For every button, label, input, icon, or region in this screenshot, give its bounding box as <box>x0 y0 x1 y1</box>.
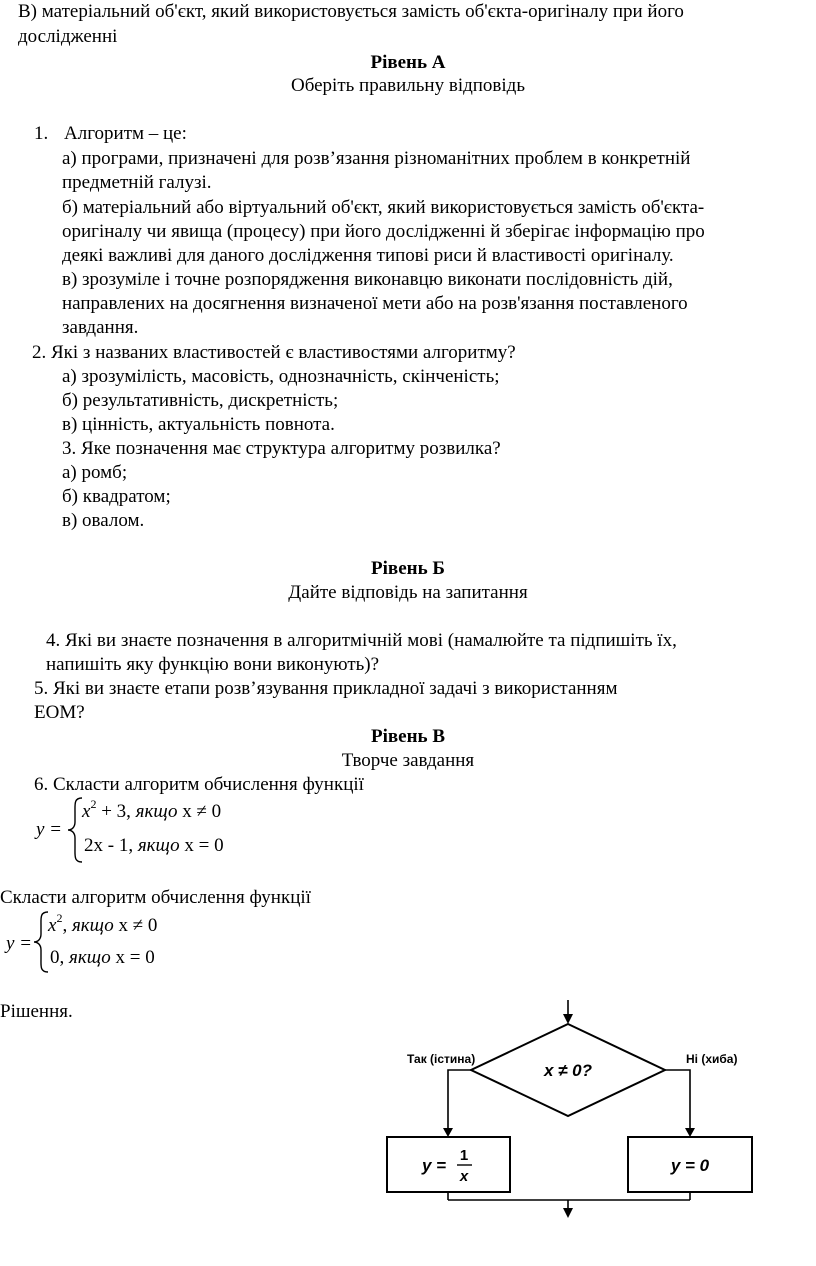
q3-option-b: б) квадратом; <box>62 486 171 507</box>
no-box-text: y = 0 <box>670 1156 710 1175</box>
input-arrowhead <box>563 1014 573 1024</box>
q2-option-a: а) зрозумілість, масовість, однозначність, скінченість; <box>62 366 500 387</box>
formula-2-case-1: $x^2$, якщо x ≠ 0 <box>48 911 158 936</box>
q1-option-c-line-1: в) зрозуміле і точне розпорядження виконавцю виконати послідовність дій, <box>62 269 673 290</box>
q1-option-b-line-1: б) матеріальний або віртуальний об'єкт, який використовується замість об'єкта- <box>62 197 705 218</box>
q1-option-b-line-3: деякі важливі для даного дослідження типові риси й властивості оригіналу. <box>62 245 674 266</box>
yes-box-denominator: x <box>459 1168 469 1185</box>
formula-1-case-2: 2x - 1, якщо x = 0 <box>84 835 224 856</box>
no-label: Ні (хиба) <box>686 1052 738 1066</box>
q1-option-a-line-2: предметній галузі. <box>62 172 212 193</box>
level-v-subtitle: Творче завдання <box>341 750 475 771</box>
q4-line-1: 4. Які ви знаєте позначення в алгоритмічній мові (намалюйте та підпишіть їх, <box>46 630 677 651</box>
level-b-title: Рівень Б <box>371 558 445 579</box>
solution-label: Рішення. <box>0 1001 73 1022</box>
level-b-subtitle: Дайте відповідь на запитання <box>288 582 528 603</box>
q4-line-2: напишіть яку функцію вони виконують)? <box>46 654 380 675</box>
q3-option-a: а) ромб; <box>62 462 128 483</box>
q1-option-c-line-3: завдання. <box>62 317 139 338</box>
q5-line-1: 5. Які ви знаєте етапи розв’язування прикладної задачі з використанням <box>34 678 618 699</box>
q2-option-b: б) результативність, дискретність; <box>62 390 339 411</box>
example-heading: Скласти алгоритм обчислення функції <box>0 887 311 908</box>
yes-box-lhs: y = <box>422 1156 447 1175</box>
q2-text: 2. Які з названих властивостей є властивостями алгоритму? <box>32 342 516 363</box>
q5-line-2: ЕОМ? <box>34 702 85 723</box>
intro-line-1: В) матеріальний об'єкт, який використовується замість об'єкта-оригіналу при його <box>18 1 684 22</box>
q2-option-c: в) цінність, актуальність повнота. <box>62 414 335 435</box>
level-v-title: Рівень В <box>371 726 445 747</box>
output-arrowhead <box>563 1208 573 1218</box>
formula-2-lhs: y = <box>6 933 33 954</box>
formula-2-case-2: 0, якщо x = 0 <box>50 947 155 968</box>
yes-arrowhead <box>443 1128 453 1137</box>
level-a-title: Рівень А <box>370 52 446 73</box>
q1-text: Алгоритм – це: <box>64 123 187 144</box>
no-branch-line <box>665 1070 690 1134</box>
intro-line-2: дослідженні <box>18 26 118 47</box>
yes-label: Так (істина) <box>407 1052 476 1066</box>
q6-text: 6. Скласти алгоритм обчислення функції <box>34 774 364 795</box>
q3-option-c: в) овалом. <box>62 510 145 531</box>
yes-box-numerator: 1 <box>459 1147 469 1164</box>
formula-1-case-1: $x^2 + 3$, якщо x ≠ 0 <box>82 797 222 822</box>
decision-condition: x ≠ 0? <box>543 1061 593 1080</box>
q3-text: 3. Яке позначення має структура алгоритму розвилка? <box>62 438 501 459</box>
level-a-subtitle: Оберіть правильну відповідь <box>290 75 526 96</box>
q1-number: 1. <box>34 123 49 144</box>
q1-option-a-line-1: а) програми, призначені для розв’язання різноманітних проблем в конкретній <box>62 148 691 169</box>
no-arrowhead <box>685 1128 695 1137</box>
formula-1-lhs: y = <box>36 819 63 840</box>
yes-branch-line <box>448 1070 471 1134</box>
q1-option-c-line-2: направлених на досягнення визначеної мети або на розв'язання поставленого <box>62 293 688 314</box>
q1-option-b-line-2: оригіналу чи явища (процесу) при його дослідженні й зберігає інформацію про <box>62 221 705 242</box>
yes-process-box <box>387 1137 510 1192</box>
